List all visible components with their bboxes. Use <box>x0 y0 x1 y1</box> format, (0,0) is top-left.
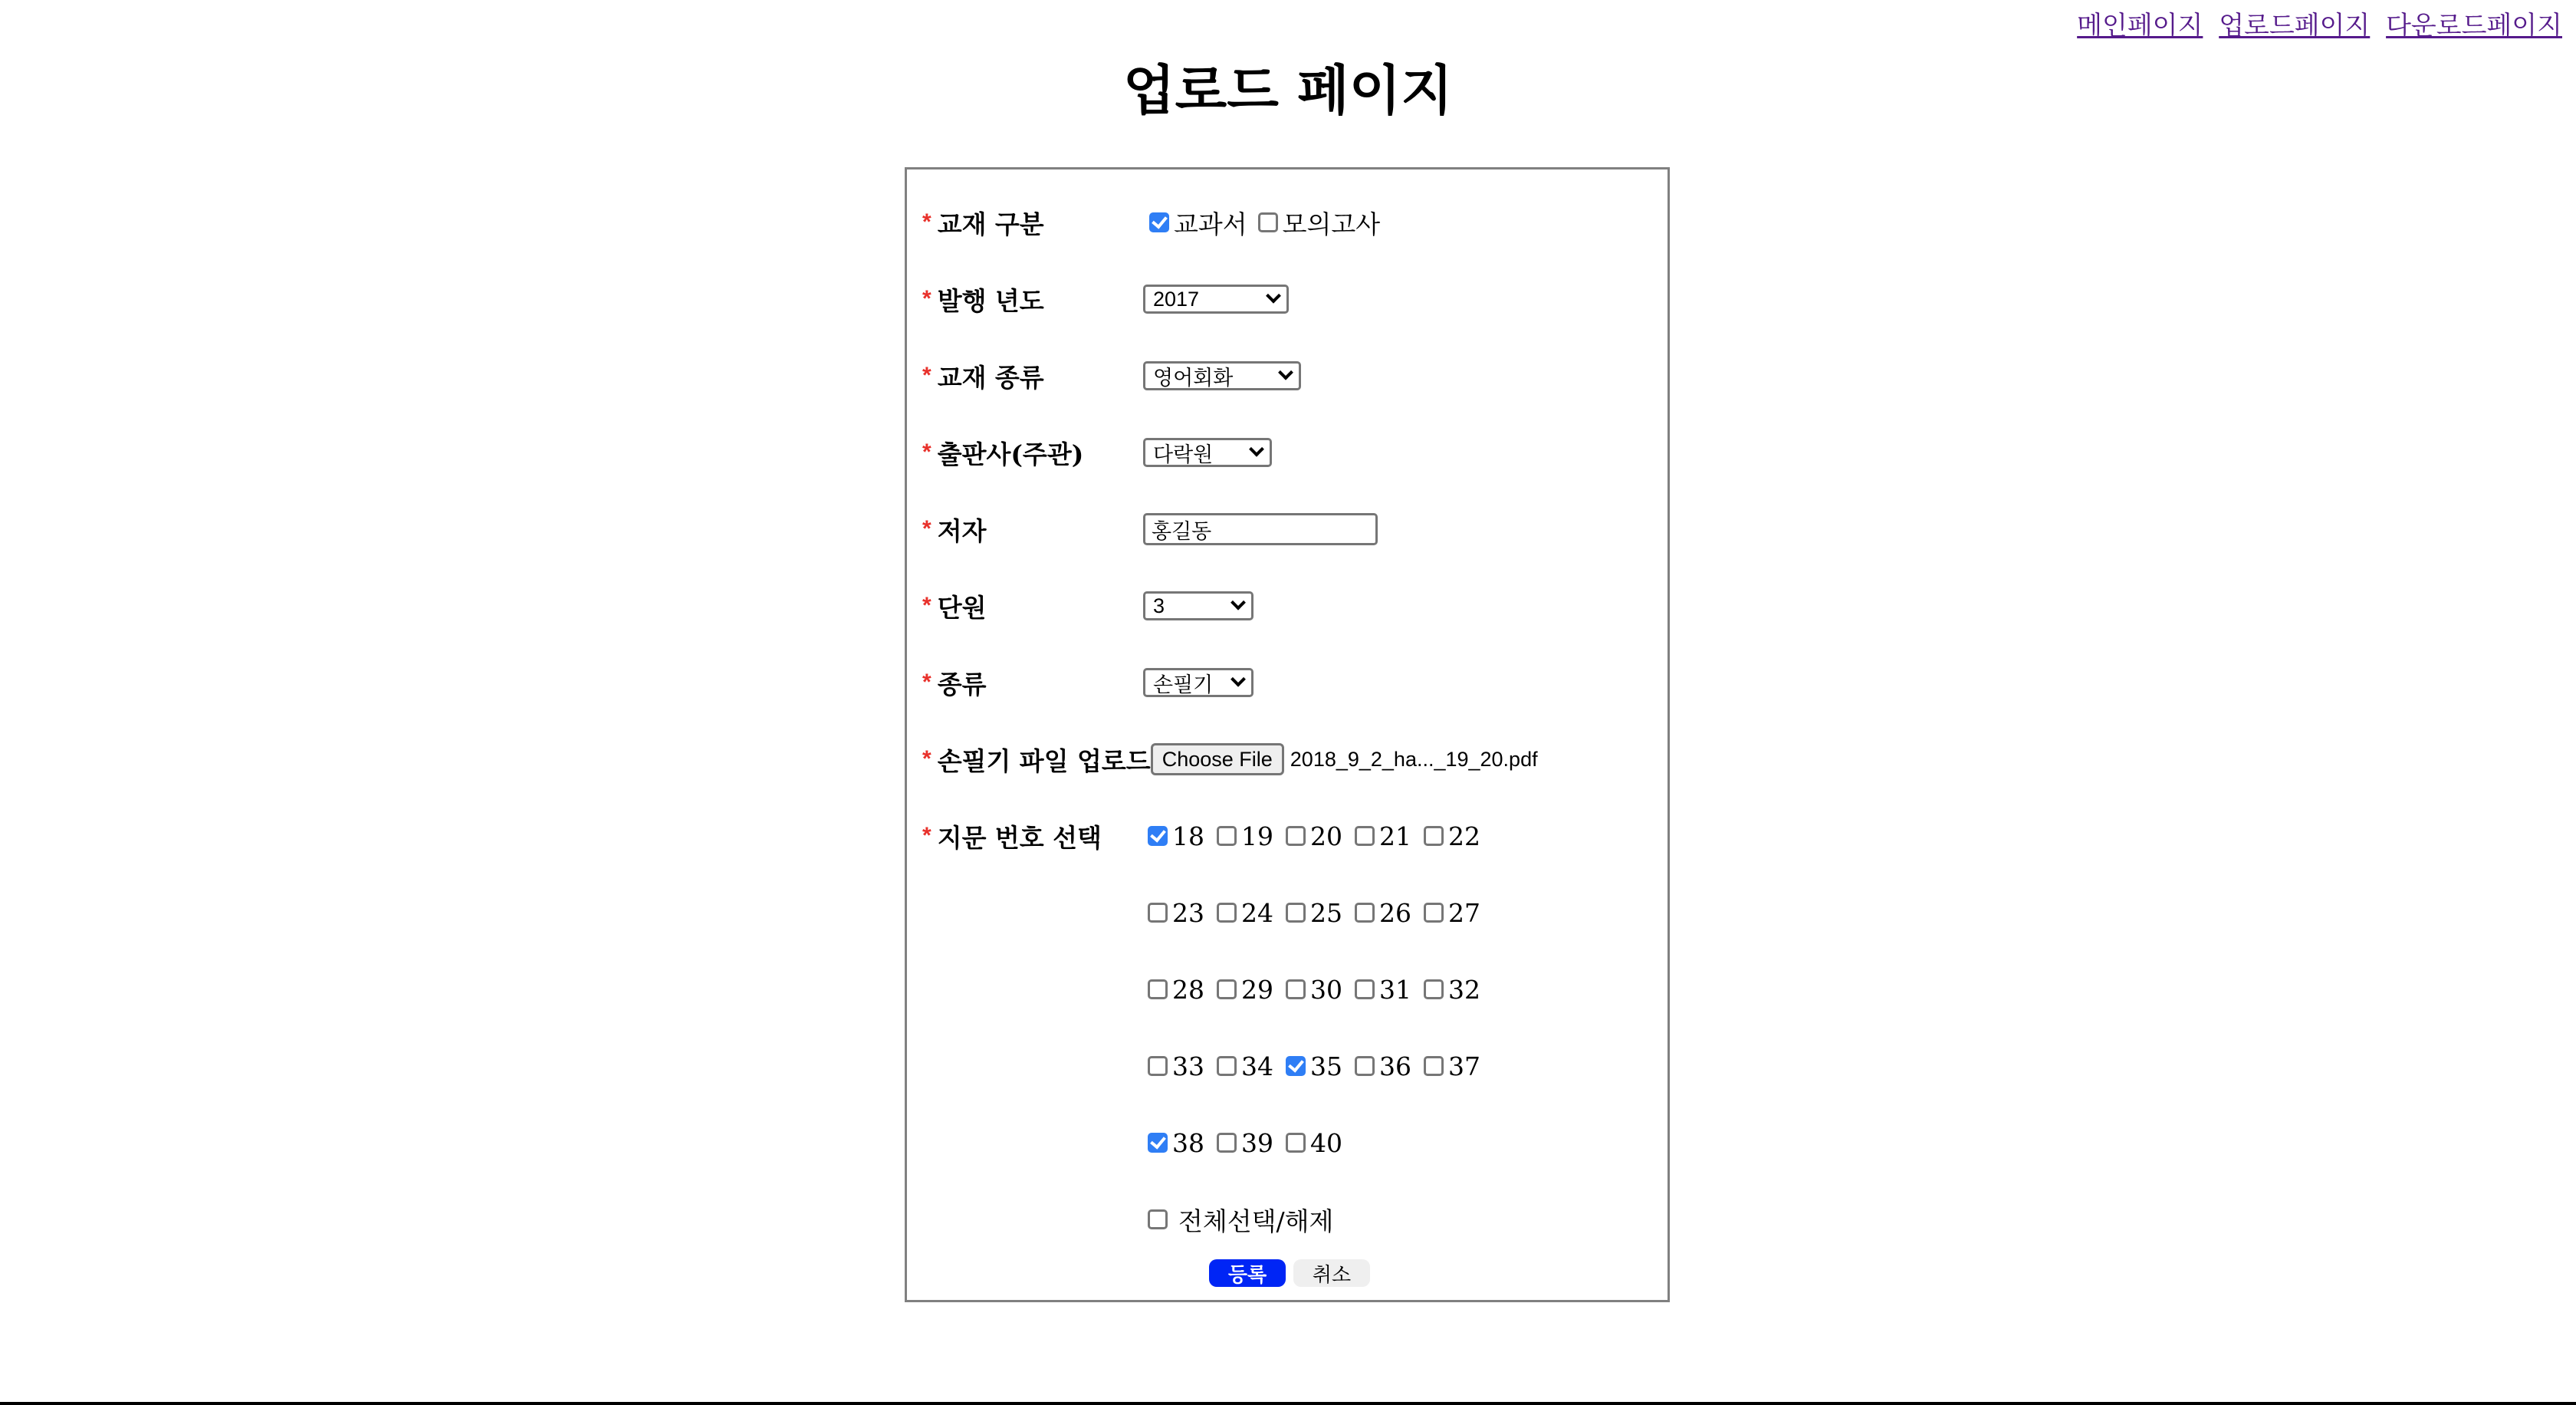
unit-value: 3 <box>1153 594 1165 617</box>
kind-select[interactable] <box>1143 668 1254 697</box>
label-material-category: 교재 구분 <box>937 209 1044 239</box>
choose-file-button[interactable]: Choose File <box>1151 743 1284 775</box>
author-input[interactable]: 홍길동 <box>1143 513 1378 545</box>
checkbox-passage-40[interactable] <box>1286 1133 1306 1153</box>
row-publish-year <box>922 276 1289 322</box>
passage-label: 38 <box>1172 1127 1204 1158</box>
passage-label: 28 <box>1172 974 1204 1005</box>
nav-link-upload[interactable]: 업로드페이지 <box>2219 11 2371 41</box>
checkbox-passage-31[interactable] <box>1355 979 1375 999</box>
passage-label: 26 <box>1379 897 1411 928</box>
chevron-down-icon <box>1249 442 1264 457</box>
bottom-edge <box>0 1402 2576 1405</box>
chevron-down-icon <box>1230 672 1246 687</box>
checkbox-textbook[interactable] <box>1149 212 1169 232</box>
checkbox-passage-21[interactable] <box>1355 826 1375 846</box>
checkbox-textbook-label: 교과서 <box>1174 209 1247 239</box>
checkbox-mock-exam[interactable] <box>1258 212 1278 232</box>
passage-label: 34 <box>1241 1051 1273 1081</box>
publisher-select[interactable] <box>1143 438 1272 467</box>
row-material-type <box>922 353 1301 399</box>
checkbox-passage-33[interactable] <box>1148 1056 1168 1076</box>
passage-label: 21 <box>1379 821 1411 851</box>
checkbox-passage-27[interactable] <box>1424 903 1444 923</box>
material-type-select[interactable] <box>1143 361 1301 390</box>
selected-file-name: 2018_9_2_ha..._19_20.pdf <box>1290 747 1538 771</box>
required-mark: * <box>922 286 932 311</box>
checkbox-passage-26[interactable] <box>1355 903 1375 923</box>
material-type-value: 영어회화 <box>1153 366 1234 390</box>
publish-year-value: 2017 <box>1153 287 1200 311</box>
required-mark: * <box>922 439 932 465</box>
publisher-value: 다락원 <box>1153 443 1214 466</box>
chevron-down-icon <box>1266 288 1281 304</box>
passage-label: 19 <box>1241 821 1273 851</box>
label-file-upload: 손필기 파일 업로드 <box>937 745 1151 776</box>
checkbox-passage-32[interactable] <box>1424 979 1444 999</box>
label-material-type: 교재 종류 <box>937 362 1044 393</box>
checkbox-passage-37[interactable] <box>1424 1056 1444 1076</box>
submit-button[interactable]: 등록 <box>1209 1259 1286 1287</box>
passage-label: 27 <box>1448 897 1480 928</box>
label-unit: 단원 <box>937 592 987 623</box>
checkbox-mock-exam-label: 모의고사 <box>1282 209 1381 239</box>
row-material-category <box>922 199 1391 245</box>
unit-select[interactable] <box>1143 591 1254 620</box>
checkbox-passage-36[interactable] <box>1355 1056 1375 1076</box>
row-unit <box>922 583 1254 629</box>
label-publish-year: 발행 년도 <box>937 285 1044 316</box>
checkbox-passage-39[interactable] <box>1217 1133 1237 1153</box>
checkbox-passage-29[interactable] <box>1217 979 1237 999</box>
select-all-label: 전체선택/해제 <box>1178 1206 1334 1236</box>
upload-form <box>905 167 1670 1302</box>
passage-row <box>1142 966 1487 1012</box>
form-actions <box>1209 1259 1370 1287</box>
checkbox-passage-19[interactable] <box>1217 826 1237 846</box>
checkbox-passage-35[interactable] <box>1286 1056 1306 1076</box>
checkbox-passage-25[interactable] <box>1286 903 1306 923</box>
row-file-upload <box>922 736 1538 782</box>
required-mark: * <box>922 823 932 848</box>
required-mark: * <box>922 670 932 695</box>
row-passage-numbers <box>922 813 1143 859</box>
passage-label: 39 <box>1241 1127 1273 1158</box>
passage-row <box>1142 890 1487 936</box>
label-author: 저자 <box>937 515 987 546</box>
nav-link-download[interactable]: 다운로드페이지 <box>2386 11 2562 41</box>
passage-label: 24 <box>1241 897 1273 928</box>
row-author <box>922 506 1378 552</box>
select-all-row <box>1142 1196 1339 1242</box>
checkbox-passage-34[interactable] <box>1217 1056 1237 1076</box>
chevron-down-icon <box>1230 595 1246 610</box>
passage-label: 22 <box>1448 821 1480 851</box>
passage-label: 23 <box>1172 897 1204 928</box>
chevron-down-icon <box>1278 365 1293 380</box>
passage-row <box>1142 1120 1349 1166</box>
required-mark: * <box>922 209 932 235</box>
passage-label: 33 <box>1172 1051 1204 1081</box>
row-publisher <box>922 429 1272 475</box>
required-mark: * <box>922 593 932 618</box>
checkbox-passage-24[interactable] <box>1217 903 1237 923</box>
passage-row <box>1142 1043 1487 1089</box>
nav-link-main[interactable]: 메인페이지 <box>2077 11 2203 41</box>
passage-label: 40 <box>1310 1127 1342 1158</box>
passage-label: 29 <box>1241 974 1273 1005</box>
passage-label: 37 <box>1448 1051 1480 1081</box>
checkbox-passage-20[interactable] <box>1286 826 1306 846</box>
passage-label: 36 <box>1379 1051 1411 1081</box>
label-kind: 종류 <box>937 669 987 699</box>
page-title: 업로드 페이지 <box>1122 58 1454 122</box>
required-mark: * <box>922 516 932 541</box>
row-kind <box>922 660 1254 706</box>
passage-row <box>1142 813 1487 859</box>
cancel-button[interactable]: 취소 <box>1293 1259 1370 1287</box>
label-passage-numbers: 지문 번호 선택 <box>937 822 1102 853</box>
passage-label: 20 <box>1310 821 1342 851</box>
checkbox-passage-38[interactable] <box>1148 1133 1168 1153</box>
passage-label: 25 <box>1310 897 1342 928</box>
passage-label: 18 <box>1172 821 1204 851</box>
checkbox-passage-23[interactable] <box>1148 903 1168 923</box>
top-nav <box>2069 5 2562 42</box>
checkbox-passage-28[interactable] <box>1148 979 1168 999</box>
kind-value: 손필기 <box>1153 673 1214 696</box>
checkbox-passage-22[interactable] <box>1424 826 1444 846</box>
checkbox-passage-30[interactable] <box>1286 979 1306 999</box>
passage-label: 32 <box>1448 974 1480 1005</box>
passage-label: 31 <box>1379 974 1411 1005</box>
checkbox-passage-18[interactable] <box>1148 826 1168 846</box>
publish-year-select[interactable] <box>1143 285 1289 314</box>
passage-label: 35 <box>1310 1051 1342 1081</box>
checkbox-select-all[interactable] <box>1148 1209 1168 1229</box>
label-publisher: 출판사(주관) <box>937 439 1084 469</box>
required-mark: * <box>922 363 932 388</box>
required-mark: * <box>922 746 932 772</box>
passage-label: 30 <box>1310 974 1342 1005</box>
